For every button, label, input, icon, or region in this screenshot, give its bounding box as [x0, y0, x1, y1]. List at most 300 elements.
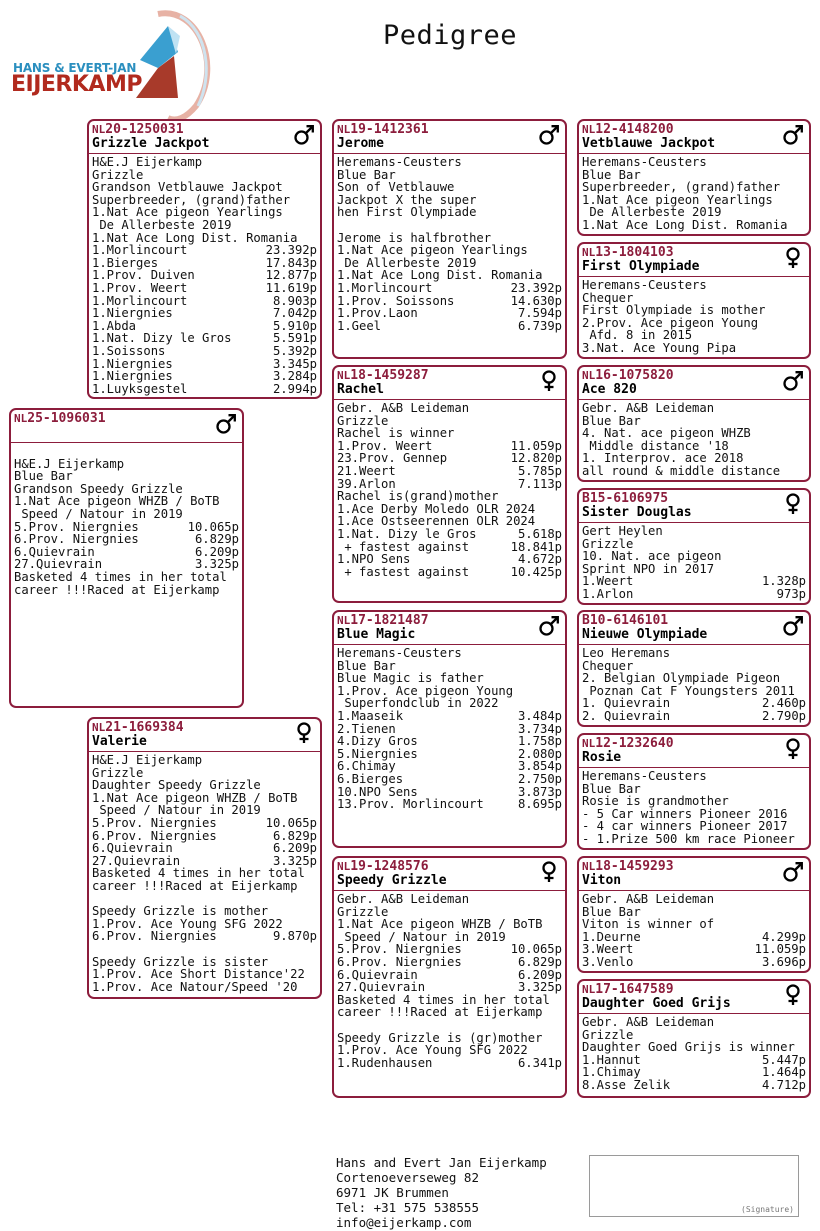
result-race: 5.Niergnies — [337, 746, 418, 761]
result-points: 1.328p — [761, 574, 806, 589]
result-points: 5.447p — [761, 1052, 806, 1067]
info-line: - 5 Car winners Pioneer 2016 — [582, 806, 788, 821]
result-race: 1.Rudenhausen — [337, 1055, 433, 1070]
info-line: Blue Bar — [14, 469, 73, 484]
info-line: Gebr. A&B Leideman — [337, 892, 470, 906]
info-line: H&E.J Eijerkamp — [14, 456, 125, 471]
country-code: NL — [582, 737, 596, 750]
result-race: 2. Quievrain — [582, 708, 671, 723]
info-line: Heremans-Ceusters — [337, 646, 462, 660]
info-line: Grizzle — [337, 413, 389, 428]
pigeon-name: Nieuwe Olympiade — [582, 627, 708, 642]
info-line: Heremans-Ceusters — [582, 278, 707, 292]
result-points: 12.877p — [265, 268, 317, 283]
result-points: 8.903p — [272, 293, 317, 308]
result-points: 7.042p — [272, 306, 317, 321]
ring-id: 18-1459293 — [595, 859, 674, 874]
ring-number — [337, 123, 561, 137]
country-code: NL — [92, 721, 106, 734]
result-row — [582, 956, 806, 969]
pigeon-name: Grizzle Jackpot — [92, 136, 210, 151]
ring-number — [582, 860, 805, 874]
info-line: Superbreeder, (grand)father — [582, 180, 781, 195]
card-body — [334, 645, 565, 813]
info-line: First Olympiade is mother — [582, 303, 766, 318]
result-race: 1.Prov. Weert — [337, 438, 433, 453]
pigeon-name: Daughter Goed Grijs — [582, 996, 731, 1011]
card-body — [11, 443, 242, 598]
result-row — [92, 282, 317, 295]
card-header — [89, 121, 320, 154]
result-race: 1.Bierges — [92, 255, 159, 270]
country-code: NL — [92, 123, 106, 136]
result-points: 3.873p — [517, 784, 562, 799]
ring-id: B15-6106975 — [582, 491, 669, 506]
result-points: 6.829p — [194, 532, 239, 547]
info-line: De Allerbeste 2019 — [337, 255, 477, 270]
result-points: 10.065p — [265, 815, 317, 830]
card-great-granddam-2 — [577, 488, 811, 605]
info-line: Grizzle — [337, 904, 389, 919]
female-symbol-icon — [782, 983, 804, 1007]
result-row — [92, 817, 317, 830]
info-line: 1.Nat Ace pigeon WHZB / BoTB — [92, 790, 298, 805]
info-line: Gebr. A&B Leideman — [582, 1015, 715, 1029]
info-line: 1.Prov. Ace Short Distance'22 — [92, 967, 305, 982]
result-race: 3.Weert — [582, 942, 634, 957]
country-code: NL — [14, 412, 28, 425]
result-points: 23.392p — [265, 243, 317, 258]
ring-number — [582, 737, 805, 751]
result-points: 18.841p — [510, 539, 562, 554]
info-line: Heremans-Ceusters — [337, 155, 462, 169]
pigeon-name: Ace 820 — [582, 382, 637, 397]
info-line: Middle distance '18 — [582, 438, 729, 453]
result-row — [582, 1079, 806, 1092]
card-body — [579, 891, 809, 971]
result-row — [337, 553, 562, 566]
result-points: 3.696p — [761, 954, 806, 969]
info-line: Daughter Goed Grijs is winner — [582, 1040, 795, 1055]
result-points: 23.392p — [510, 280, 562, 295]
result-race: + fastest against — [337, 539, 470, 554]
result-row — [337, 735, 562, 748]
card-header — [579, 367, 809, 400]
pigeon-name: Speedy Grizzle — [337, 873, 447, 888]
info-line: Poznan Cat F Youngsters 2011 — [582, 683, 795, 698]
female-symbol-icon — [782, 246, 804, 270]
info-line: Basketed 4 times in her total — [14, 569, 227, 584]
male-symbol-icon — [538, 123, 560, 147]
info-line: Rosie is grandmother — [582, 794, 729, 809]
info-line: Speedy Grizzle is mother — [92, 904, 269, 919]
card-great-grandsire-2 — [577, 365, 811, 482]
male-symbol-icon — [782, 614, 804, 638]
result-race: 1.Prov.Laon — [337, 306, 418, 321]
result-row — [92, 383, 317, 396]
info-line: Blue Bar — [337, 167, 396, 182]
result-race: 6.Prov. Niergnies — [14, 532, 139, 547]
result-race: 8.Asse Zelik — [582, 1077, 671, 1092]
result-race: 1.Weert — [582, 574, 634, 589]
result-race: 1.Nat. Dizy le Gros — [337, 526, 477, 541]
card-body — [579, 154, 809, 234]
country-code: NL — [337, 614, 351, 627]
result-points: 7.113p — [517, 476, 562, 491]
info-line: 1.Nat Ace pigeon Yearlings — [582, 192, 773, 207]
card-great-grandsire-3 — [577, 610, 811, 727]
result-row — [337, 956, 562, 969]
address-line: info@eijerkamp.com — [336, 1215, 472, 1230]
info-line — [14, 445, 239, 458]
info-line: career !!!Raced at Eijerkamp — [14, 582, 220, 597]
info-line: Superbreeder, (grand)father — [92, 192, 291, 207]
info-line: Chequer — [582, 658, 634, 673]
result-race: 1.Niergnies — [92, 369, 173, 384]
result-race: 1.Niergnies — [92, 356, 173, 371]
info-line: Rachel is winner — [337, 426, 455, 441]
result-race: 1.Abda — [92, 318, 137, 333]
ring-number — [582, 492, 805, 506]
result-row — [92, 244, 317, 257]
result-row — [582, 710, 806, 723]
ring-id: 13-1804103 — [595, 245, 674, 260]
info-line — [337, 1019, 562, 1032]
pigeon-name: Blue Magic — [337, 627, 416, 642]
info-line: Speed / Natour in 2019 — [337, 929, 506, 944]
result-race: 39.Arlon — [337, 476, 396, 491]
card-header — [579, 981, 809, 1014]
pigeon-name: Valerie — [92, 734, 147, 749]
result-points: 10.425p — [510, 564, 562, 579]
address-line: 6971 JK Brummen — [336, 1185, 449, 1200]
result-race: 6.Prov. Niergnies — [337, 954, 462, 969]
info-line: Gebr. A&B Leideman — [337, 401, 470, 415]
pigeon-name: Rosie — [582, 750, 622, 765]
address-line: Tel: +31 575 538555 — [336, 1200, 479, 1215]
result-row — [337, 773, 562, 786]
result-race: 1.Morlincourt — [92, 293, 188, 308]
country-code: NL — [337, 369, 351, 382]
info-line: 1.Nat Ace Long Dist. Romania — [582, 217, 788, 232]
info-line: Speedy Grizzle is (gr)mother — [337, 1030, 543, 1045]
result-race: 1.NPO Sens — [337, 552, 411, 567]
male-symbol-icon — [215, 412, 237, 436]
info-line: 1.Nat Ace pigeon Yearlings — [337, 243, 528, 258]
info-line — [92, 943, 317, 956]
pigeon-name: Rachel — [337, 382, 384, 397]
result-race: 13.Prov. Morlincourt — [337, 797, 484, 812]
info-line: 1.Nat Ace Long Dist. Romania — [337, 268, 543, 283]
result-row — [92, 345, 317, 358]
result-race: 1. Quievrain — [582, 696, 671, 711]
result-row — [92, 370, 317, 383]
country-code: NL — [582, 246, 596, 259]
info-line: Superfondclub in 2022 — [337, 696, 499, 711]
result-race: 1.Hannut — [582, 1052, 641, 1067]
result-race: 6.Quievrain — [14, 544, 95, 559]
pigeon-name: Vetblauwe Jackpot — [582, 136, 716, 151]
signature-box — [589, 1155, 799, 1217]
result-race: 1.Morlincourt — [337, 280, 433, 295]
result-race: 1.Prov. Weert — [92, 280, 188, 295]
result-points: 10.065p — [187, 519, 239, 534]
card-body — [89, 752, 320, 995]
country-code: NL — [337, 123, 351, 136]
female-symbol-icon — [538, 860, 560, 884]
info-line: Jackpot X the super — [337, 192, 477, 207]
result-race: 6.Bierges — [337, 771, 404, 786]
result-race: 6.Chimay — [337, 759, 396, 774]
result-race: 1.Nat. Dizy le Gros — [92, 331, 232, 346]
info-line: Blue Bar — [582, 781, 641, 796]
info-line: Gert Heylen — [582, 524, 663, 538]
card-sire — [332, 119, 567, 359]
result-row — [337, 566, 562, 579]
result-race: 5.Prov. Niergnies — [337, 942, 462, 957]
male-symbol-icon — [782, 123, 804, 147]
info-line: Gebr. A&B Leideman — [582, 401, 715, 415]
result-points: 4.299p — [761, 929, 806, 944]
card-body — [579, 768, 809, 848]
info-line: 1.Prov. Ace Natour/Speed '20 — [92, 979, 298, 994]
country-code: NL — [337, 860, 351, 873]
country-code: NL — [582, 983, 596, 996]
ring-number — [582, 369, 805, 383]
result-points: 11.059p — [510, 438, 562, 453]
info-line: - 4 car winners Pioneer 2017 — [582, 819, 788, 834]
ring-id: B10-6146101 — [582, 613, 669, 628]
result-row — [337, 981, 562, 994]
pigeon-name: Sister Douglas — [582, 505, 692, 520]
info-line: Rachel is(grand)mother — [337, 489, 499, 504]
result-points: 14.630p — [510, 293, 562, 308]
result-points: 5.910p — [272, 318, 317, 333]
male-symbol-icon — [782, 860, 804, 884]
card-header — [579, 612, 809, 645]
page-title: Pedigree — [382, 20, 518, 51]
ring-id: 17-1821487 — [350, 613, 429, 628]
footer-address — [336, 1155, 547, 1230]
info-line: Speed / Natour in 2019 — [92, 803, 261, 818]
info-line: 2. Belgian Olympiade Pigeon — [582, 671, 781, 686]
result-race: 1.Prov. Soissons — [337, 293, 455, 308]
info-line: Blue Magic is father — [337, 671, 484, 686]
result-points: 5.591p — [272, 331, 317, 346]
result-race: 3.Venlo — [582, 954, 634, 969]
result-points: 5.785p — [517, 463, 562, 478]
info-line: Speed / Natour in 2019 — [14, 506, 183, 521]
info-line: 3.Nat. Ace Young Pipa — [582, 340, 737, 355]
result-race: 1.Niergnies — [92, 306, 173, 321]
result-points: 9.870p — [272, 929, 317, 944]
info-line: Grizzle — [92, 167, 144, 182]
info-line: De Allerbeste 2019 — [92, 217, 232, 232]
info-line: all round & middle distance — [582, 463, 781, 478]
info-line: De Allerbeste 2019 — [582, 205, 722, 220]
result-race: 1.Arlon — [582, 586, 634, 601]
card-header — [579, 858, 809, 891]
card-header — [579, 735, 809, 768]
card-dam-dam — [332, 856, 567, 1098]
pigeon-name: Viton — [582, 873, 622, 888]
info-line: Daughter Speedy Grizzle — [92, 778, 261, 793]
ring-id: 19-1248576 — [350, 859, 429, 874]
result-points: 1.758p — [517, 734, 562, 749]
result-race: 1.Soissons — [92, 343, 166, 358]
info-line: Blue Bar — [582, 167, 641, 182]
result-row — [337, 320, 562, 333]
country-code: NL — [582, 123, 596, 136]
info-line: Afd. 8 in 2015 — [582, 328, 693, 343]
card-body — [334, 891, 565, 1071]
ring-number — [582, 246, 805, 260]
card-subject — [87, 119, 322, 399]
result-points: 3.734p — [517, 721, 562, 736]
ring-number — [582, 614, 805, 628]
result-row — [92, 842, 317, 855]
result-race: 5.Prov. Niergnies — [92, 815, 217, 830]
info-line: 1.Ace Ostseerennen OLR 2024 — [337, 514, 536, 529]
result-row — [337, 282, 562, 295]
result-race: 6.Quievrain — [337, 967, 418, 982]
result-points: 3.854p — [517, 759, 562, 774]
female-symbol-icon — [782, 492, 804, 516]
info-line: Viton is winner of — [582, 917, 715, 932]
card-header — [579, 490, 809, 523]
male-symbol-icon — [538, 614, 560, 638]
result-points: 4.672p — [517, 552, 562, 567]
ring-number — [337, 614, 561, 628]
card-header — [334, 367, 565, 400]
result-race: 1.Luyksgestel — [92, 381, 188, 396]
ring-number — [14, 412, 238, 426]
result-points: 3.325p — [194, 557, 239, 572]
result-row — [337, 465, 562, 478]
card-great-granddam-1 — [577, 242, 811, 359]
card-body — [579, 277, 809, 357]
result-points: 12.820p — [510, 451, 562, 466]
result-points: 6.829p — [517, 954, 562, 969]
card-body — [334, 154, 565, 334]
result-race: 1.Chimay — [582, 1065, 641, 1080]
card-header — [334, 121, 565, 154]
info-line: Gebr. A&B Leideman — [582, 892, 715, 906]
info-line: - 1.Prize 500 km race Pioneer — [582, 831, 795, 846]
card-dam — [87, 717, 322, 999]
result-points: 973p — [776, 586, 806, 601]
ring-id: 12-1232640 — [595, 736, 674, 751]
info-line: 2.Prov. Ace pigeon Young — [582, 315, 759, 330]
male-symbol-icon — [782, 369, 804, 393]
info-line: 1.Prov. Ace Young SFG 2022 — [92, 916, 283, 931]
result-points: 2.994p — [272, 381, 317, 396]
ring-id: 20-1250031 — [105, 122, 184, 137]
card-body — [579, 523, 809, 603]
result-points: 2.750p — [517, 771, 562, 786]
result-race: 27.Quievrain — [14, 557, 103, 572]
result-points: 6.209p — [194, 544, 239, 559]
result-points: 6.341p — [517, 1055, 562, 1070]
result-points: 17.843p — [265, 255, 317, 270]
ring-number — [582, 123, 805, 137]
info-line: Blue Bar — [582, 413, 641, 428]
result-race: + fastest against — [337, 564, 470, 579]
result-points: 2.080p — [517, 746, 562, 761]
info-line: 1.Prov. Ace Young SFG 2022 — [337, 1043, 528, 1058]
card-top-male — [9, 408, 244, 708]
result-race: 1.Morlincourt — [92, 243, 188, 258]
result-points: 2.460p — [761, 696, 806, 711]
result-race: 1.Geel — [337, 318, 382, 333]
card-great-granddam-3 — [577, 733, 811, 850]
result-points: 8.695p — [517, 797, 562, 812]
info-line: Heremans-Ceusters — [582, 769, 707, 783]
result-race: 1.Maaseik — [337, 708, 404, 723]
info-line: Grizzle — [582, 1027, 634, 1042]
ring-id: 16-1075820 — [595, 368, 674, 383]
result-race: 5.Prov. Niergnies — [14, 519, 139, 534]
pigeon-name: First Olympiade — [582, 259, 700, 274]
result-race: 6.Prov. Niergnies — [92, 828, 217, 843]
ring-id: 25-1096031 — [27, 411, 106, 426]
result-points: 2.790p — [761, 708, 806, 723]
logo-line-2: EIJERKAMP — [11, 72, 142, 97]
result-points: 11.619p — [265, 280, 317, 295]
info-line: Jerome is halfbrother — [337, 230, 492, 245]
result-row — [92, 307, 317, 320]
card-great-granddam-4 — [577, 979, 811, 1098]
card-body — [579, 645, 809, 725]
info-line: Grizzle — [92, 765, 144, 780]
result-race: 2.Tienen — [337, 721, 396, 736]
info-line: Basketed 4 times in her total — [92, 866, 305, 881]
ring-id: 12-4148200 — [595, 122, 674, 137]
ring-id: 21-1669384 — [105, 720, 184, 735]
ring-number — [337, 369, 561, 383]
info-line: 1.Prov. Ace pigeon Young — [337, 683, 514, 698]
result-points: 6.829p — [272, 828, 317, 843]
info-line: H&E.J Eijerkamp — [92, 753, 203, 767]
result-points: 3.484p — [517, 708, 562, 723]
result-race: 23.Prov. Gennep — [337, 451, 448, 466]
result-points: 3.325p — [272, 853, 317, 868]
info-line: Grandson Vetblauwe Jackpot — [92, 180, 283, 195]
result-points: 1.464p — [761, 1065, 806, 1080]
info-line: Speedy Grizzle is sister — [92, 954, 269, 969]
result-race: 10.NPO Sens — [337, 784, 418, 799]
eijerkamp-logo — [8, 6, 218, 121]
result-race: 6.Quievrain — [92, 841, 173, 856]
card-dam-sire — [332, 610, 567, 848]
result-row — [337, 528, 562, 541]
card-header — [11, 410, 242, 443]
country-code: NL — [582, 860, 596, 873]
info-line: 10. Nat. ace pigeon — [582, 549, 722, 564]
ring-number — [337, 860, 561, 874]
card-header — [334, 858, 565, 891]
ring-id: 17-1647589 — [595, 982, 674, 997]
result-race: 1.Deurne — [582, 929, 641, 944]
info-line: Heremans-Ceusters — [582, 155, 707, 169]
result-points: 6.209p — [517, 967, 562, 982]
info-line: 4. Nat. ace pigeon WHZB — [582, 426, 751, 441]
card-header — [579, 121, 809, 154]
info-line: Basketed 4 times in her total — [337, 992, 550, 1007]
card-body — [579, 1014, 809, 1094]
result-race: 4.Dizy Gros — [337, 734, 418, 749]
ring-id: 18-1459287 — [350, 368, 429, 383]
